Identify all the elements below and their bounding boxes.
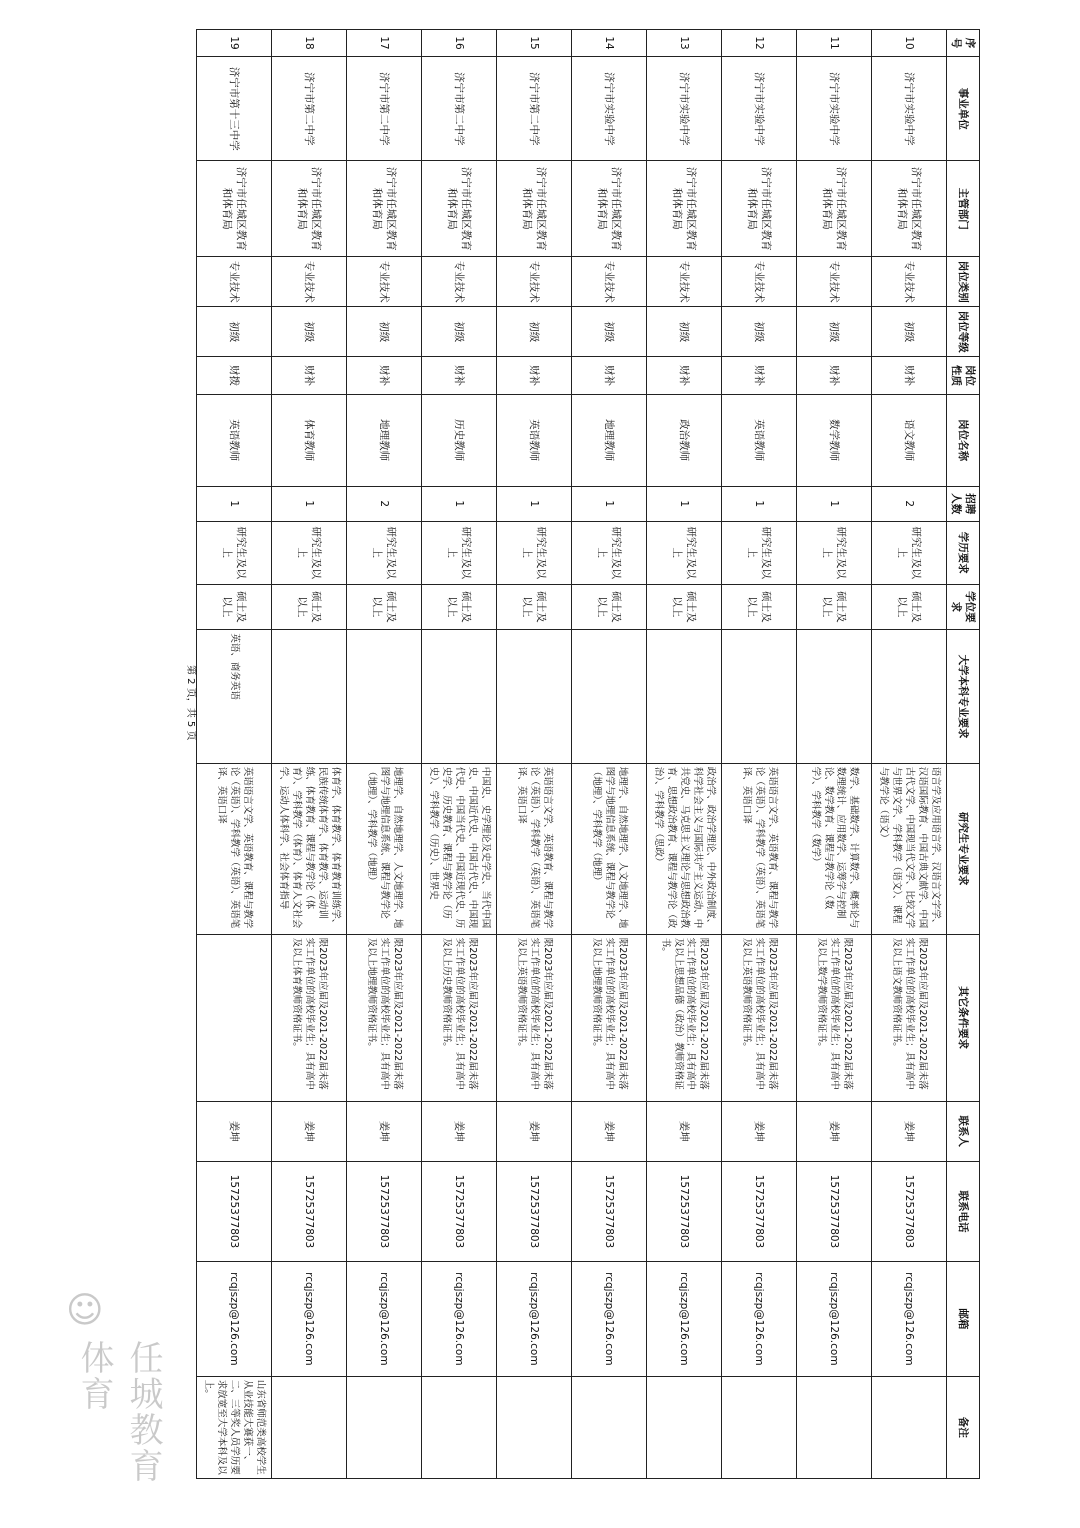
cell-ug: [496, 630, 571, 763]
cell-ug: [346, 630, 421, 763]
cell-other: 限2023年应届及2021-2022届未落实工作单位的高校毕业生；具有高中及以上数学教师资格证书。: [796, 934, 871, 1101]
cell-edu: 研究生及以上: [646, 521, 721, 584]
cell-contact: 姜坤: [721, 1101, 796, 1161]
cell-count: 2: [346, 486, 421, 521]
cell-ug: [871, 630, 946, 763]
cell-degree: 硕士及以上: [196, 584, 271, 630]
cell-remark: [346, 1376, 421, 1478]
cell-edu: 研究生及以上: [721, 521, 796, 584]
column-header: 学历要求: [946, 521, 979, 584]
cell-post: 语文教师: [871, 394, 946, 486]
watermark-text: 任城教育体育: [74, 1340, 163, 1484]
cell-no: 17: [346, 30, 421, 57]
cell-ug: [721, 630, 796, 763]
cell-phone: 15725377803: [796, 1161, 871, 1261]
cell-email: rcqjszp@126.com: [496, 1262, 571, 1377]
cell-level: 初级: [646, 307, 721, 357]
table-row: [346, 30, 421, 1479]
cell-other: 限2023年应届及2021-2022届未落实工作单位的高校毕业生；具有高中及以上历史教师资格证书。: [421, 934, 496, 1101]
cell-dept: 济宁市任城区教育和体育局: [796, 161, 871, 257]
cell-type: 专业技术: [271, 257, 346, 307]
cell-nature: 财补: [571, 357, 646, 395]
cell-level: 初级: [421, 307, 496, 357]
cell-count: 1: [496, 486, 571, 521]
cell-no: 14: [571, 30, 646, 57]
cell-grad: 英语语言文学、英语教育、课程与教学论（英语）、学科教学（英语）、英语笔译、英语口译: [196, 763, 271, 934]
cell-post: 英语教师: [496, 394, 571, 486]
table-row: [871, 30, 946, 1479]
cell-degree: 硕士及以上: [421, 584, 496, 630]
cell-post: 英语教师: [721, 394, 796, 486]
cell-level: 初级: [346, 307, 421, 357]
cell-ug: [421, 630, 496, 763]
cell-phone: 15725377803: [571, 1161, 646, 1261]
cell-count: 1: [421, 486, 496, 521]
cell-contact: 姜坤: [871, 1101, 946, 1161]
column-header: 主管部门: [946, 161, 979, 257]
cell-nature: 财补: [496, 357, 571, 395]
cell-grad: 语言学及应用语言学、汉语言文字学、汉语国际教育、中国古典文献学、中国古代文学、中国现当代文学、比较文学与世界文学、学科教学（语文）、课程与教学论（语文）: [871, 763, 946, 934]
cell-type: 专业技术: [796, 257, 871, 307]
cell-post: 英语教师: [196, 394, 271, 486]
column-header: 岗位等级: [946, 307, 979, 357]
cell-other: 限2023年应届及2021-2022届未落实工作单位的高校毕业生；具有高中及以上地理教师资格证书。: [346, 934, 421, 1101]
cell-email: rcqjszp@126.com: [346, 1262, 421, 1377]
cell-type: 专业技术: [721, 257, 796, 307]
cell-dept: 济宁市任城区教育和体育局: [196, 161, 271, 257]
cell-post: 数学教师: [796, 394, 871, 486]
column-header: 其它条件要求: [946, 934, 979, 1101]
column-header: 研究生专业要求: [946, 763, 979, 934]
cell-degree: 硕士及以上: [871, 584, 946, 630]
cell-email: rcqjszp@126.com: [871, 1262, 946, 1377]
column-header: 岗位名称: [946, 394, 979, 486]
header-row: [946, 30, 979, 1479]
cell-other: 限2023年应届及2021-2022届未落实工作单位的高校毕业生；具有高中及以上语文教师资格证书。: [871, 934, 946, 1101]
cell-unit: 济宁市实验中学: [871, 57, 946, 161]
cell-degree: 硕士及以上: [496, 584, 571, 630]
cell-unit: 济宁市第二中学: [421, 57, 496, 161]
cell-ug: [646, 630, 721, 763]
recruitment-table: [196, 29, 980, 1479]
cell-count: 1: [271, 486, 346, 521]
cell-ug: [571, 630, 646, 763]
cell-email: rcqjszp@126.com: [271, 1262, 346, 1377]
cell-no: 12: [721, 30, 796, 57]
cell-nature: 财补: [421, 357, 496, 395]
cell-post: 政治教师: [646, 394, 721, 486]
cell-contact: 姜坤: [646, 1101, 721, 1161]
cell-other: 限2023年应届及2021-2022届未落实工作单位的高校毕业生；具有高中及以上体育教师资格证书。: [271, 934, 346, 1101]
cell-contact: 姜坤: [346, 1101, 421, 1161]
cell-post: 历史教师: [421, 394, 496, 486]
cell-no: 19: [196, 30, 271, 57]
cell-dept: 济宁市任城区教育和体育局: [721, 161, 796, 257]
column-header: 序号: [946, 30, 979, 57]
cell-type: 专业技术: [571, 257, 646, 307]
cell-grad: 英语语言文学、英语教育、课程与教学论（英语）、学科教学（英语）、英语笔译、英语口译: [721, 763, 796, 934]
cell-degree: 硕士及以上: [721, 584, 796, 630]
cell-phone: 15725377803: [196, 1161, 271, 1261]
cell-level: 初级: [571, 307, 646, 357]
cell-nature: 财补: [646, 357, 721, 395]
table-body: [196, 30, 946, 1479]
cell-remark: [421, 1376, 496, 1478]
column-header: 岗位性质: [946, 357, 979, 395]
cell-no: 10: [871, 30, 946, 57]
cell-post: 地理教师: [571, 394, 646, 486]
cell-phone: 15725377803: [496, 1161, 571, 1261]
column-header: 事业单位: [946, 57, 979, 161]
cell-phone: 15725377803: [646, 1161, 721, 1261]
cell-type: 专业技术: [496, 257, 571, 307]
cell-count: 2: [871, 486, 946, 521]
cell-type: 专业技术: [421, 257, 496, 307]
cell-degree: 硕士及以上: [796, 584, 871, 630]
cell-type: 专业技术: [871, 257, 946, 307]
cell-phone: 15725377803: [871, 1161, 946, 1261]
cell-count: 1: [571, 486, 646, 521]
cell-remark: 山东省师范类高校学生从业技能大赛获一、二、三等奖人员学历要求放宽至大学本科及以上。: [196, 1376, 271, 1478]
cell-type: 专业技术: [196, 257, 271, 307]
cell-no: 16: [421, 30, 496, 57]
cell-unit: 济宁市第二中学: [346, 57, 421, 161]
cell-edu: 研究生及以上: [346, 521, 421, 584]
cell-other: [196, 934, 271, 1101]
cell-count: 1: [721, 486, 796, 521]
cell-no: 15: [496, 30, 571, 57]
rotated-page: [160, 0, 1000, 1475]
cell-degree: 硕士及以上: [646, 584, 721, 630]
cell-dept: 济宁市任城区教育和体育局: [871, 161, 946, 257]
cell-dept: 济宁市任城区教育和体育局: [421, 161, 496, 257]
column-header: 备注: [946, 1376, 979, 1478]
cell-grad: 英语语言文学、英语教育、课程与教学论（英语）、学科教学（英语）、英语笔译、英语口译: [496, 763, 571, 934]
cell-type: 专业技术: [646, 257, 721, 307]
cell-ug: 英语、商务英语: [196, 630, 271, 763]
column-header: 学位要求: [946, 584, 979, 630]
page-footer: 第 2 页，共 5 页: [185, 665, 196, 741]
cell-dept: 济宁市任城区教育和体育局: [496, 161, 571, 257]
cell-unit: 济宁市第十三中学: [196, 57, 271, 161]
cell-unit: 济宁市实验中学: [796, 57, 871, 161]
cell-count: 1: [646, 486, 721, 521]
cell-degree: 硕士及以上: [271, 584, 346, 630]
table-row: [571, 30, 646, 1479]
cell-level: 初级: [496, 307, 571, 357]
cell-level: 初级: [721, 307, 796, 357]
cell-email: rcqjszp@126.com: [646, 1262, 721, 1377]
cell-type: 专业技术: [346, 257, 421, 307]
cell-edu: 研究生及以上: [196, 521, 271, 584]
cell-contact: 姜坤: [496, 1101, 571, 1161]
cell-ug: [796, 630, 871, 763]
logo-icon: ☺: [66, 1290, 104, 1331]
cell-contact: 姜坤: [421, 1101, 496, 1161]
column-header: 联系电话: [946, 1161, 979, 1261]
cell-nature: 财拨: [196, 357, 271, 395]
cell-no: 18: [271, 30, 346, 57]
cell-no: 11: [796, 30, 871, 57]
cell-email: rcqjszp@126.com: [721, 1262, 796, 1377]
cell-remark: [796, 1376, 871, 1478]
cell-phone: 15725377803: [421, 1161, 496, 1261]
cell-contact: 姜坤: [571, 1101, 646, 1161]
cell-contact: 姜坤: [271, 1101, 346, 1161]
cell-remark: [571, 1376, 646, 1478]
cell-nature: 财补: [871, 357, 946, 395]
cell-level: 初级: [271, 307, 346, 357]
cell-other: 限2023年应届及2021-2022届未落实工作单位的高校毕业生；具有高中及以上英语教师资格证书。: [496, 934, 571, 1101]
cell-phone: 15725377803: [721, 1161, 796, 1261]
cell-email: rcqjszp@126.com: [571, 1262, 646, 1377]
cell-unit: 济宁市实验中学: [646, 57, 721, 161]
table-row: [271, 30, 346, 1479]
cell-edu: 研究生及以上: [496, 521, 571, 584]
cell-unit: 济宁市第二中学: [496, 57, 571, 161]
cell-edu: 研究生及以上: [796, 521, 871, 584]
cell-nature: 财补: [796, 357, 871, 395]
cell-dept: 济宁市任城区教育和体育局: [346, 161, 421, 257]
cell-other: 限2023年应届及2021-2022届未落实工作单位的高校毕业生；具有高中及以上地理教师资格证书。: [571, 934, 646, 1101]
cell-grad: 体育学、体育教学、体育教育训练学、民族传统体育学、体育教学、运动训练、体育教育、课程与教学论（体育）、学科教学（体育）、体育人文社会学、运动人体科学、社会体育指导: [271, 763, 346, 934]
column-header: 邮箱: [946, 1262, 979, 1377]
cell-grad: 地理学、自然地理学、人文地理学、地图学与地理信息系统、课程与教学论（地理）、学科教学（地理）: [346, 763, 421, 934]
table-row: [496, 30, 571, 1479]
column-header: 岗位类别: [946, 257, 979, 307]
cell-edu: 研究生及以上: [421, 521, 496, 584]
cell-post: 地理教师: [346, 394, 421, 486]
cell-remark: [646, 1376, 721, 1478]
cell-count: 1: [196, 486, 271, 521]
cell-edu: 研究生及以上: [271, 521, 346, 584]
cell-ug: [271, 630, 346, 763]
cell-remark: [871, 1376, 946, 1478]
cell-edu: 研究生及以上: [871, 521, 946, 584]
cell-other: 限2023年应届及2021-2022届未落实工作单位的高校毕业生；具有高中及以上思想品德（政治）教师资格证书。: [646, 934, 721, 1101]
cell-contact: 姜坤: [796, 1101, 871, 1161]
table-row: [196, 30, 271, 1479]
cell-edu: 研究生及以上: [571, 521, 646, 584]
cell-phone: 15725377803: [271, 1161, 346, 1261]
cell-email: rcqjszp@126.com: [796, 1262, 871, 1377]
cell-no: 13: [646, 30, 721, 57]
column-header: 招聘人数: [946, 486, 979, 521]
cell-unit: 济宁市实验中学: [721, 57, 796, 161]
cell-email: rcqjszp@126.com: [196, 1262, 271, 1377]
cell-remark: [271, 1376, 346, 1478]
cell-degree: 硕士及以上: [571, 584, 646, 630]
cell-grad: 数学、基础数学、计算数学、概率论与数理统计、应用数学、运筹学与控制论、数学教育、课程与教学论（数学）、学科教学（数学）: [796, 763, 871, 934]
cell-count: 1: [796, 486, 871, 521]
cell-level: 初级: [796, 307, 871, 357]
cell-dept: 济宁市任城区教育和体育局: [646, 161, 721, 257]
cell-nature: 财补: [346, 357, 421, 395]
cell-grad: 政治学、政治学理论、中外政治制度、科学社会主义与国际共产主义运动、中共党史、马克思主义理论与思想政治教育、思想政治教育、课程与教学论（政治）、学科教学（思政）: [646, 763, 721, 934]
cell-other: 限2023年应届及2021-2022届未落实工作单位的高校毕业生；具有高中及以上英语教师资格证书。: [721, 934, 796, 1101]
cell-nature: 财补: [271, 357, 346, 395]
table-row: [421, 30, 496, 1479]
cell-grad: 中国史、史学理论及史学史、当代中国史、中国近代史、中国古代史、中国现代史、中国当代史、中国近现代史、历史学、历史教育、课程与教学论（历史）、学科教学（历史）、世界史: [421, 763, 496, 934]
cell-dept: 济宁市任城区教育和体育局: [271, 161, 346, 257]
cell-grad: 地理学、自然地理学、人文地理学、地图学与地理信息系统、课程与教学论（地理）、学科教学（地理）: [571, 763, 646, 934]
cell-level: 初级: [871, 307, 946, 357]
table-row: [721, 30, 796, 1479]
watermark-logo: [58, 1290, 163, 1510]
cell-nature: 财补: [721, 357, 796, 395]
column-header: 大学本科专业要求: [946, 630, 979, 763]
cell-unit: 济宁市实验中学: [571, 57, 646, 161]
column-header: 联系人: [946, 1101, 979, 1161]
cell-dept: 济宁市任城区教育和体育局: [571, 161, 646, 257]
cell-remark: [496, 1376, 571, 1478]
table-row: [646, 30, 721, 1479]
cell-level: 初级: [196, 307, 271, 357]
cell-post: 体育教师: [271, 394, 346, 486]
cell-phone: 15725377803: [346, 1161, 421, 1261]
cell-contact: 姜坤: [196, 1101, 271, 1161]
cell-unit: 济宁市第二中学: [271, 57, 346, 161]
cell-email: rcqjszp@126.com: [421, 1262, 496, 1377]
table-row: [796, 30, 871, 1479]
cell-remark: [721, 1376, 796, 1478]
cell-degree: 硕士及以上: [346, 584, 421, 630]
